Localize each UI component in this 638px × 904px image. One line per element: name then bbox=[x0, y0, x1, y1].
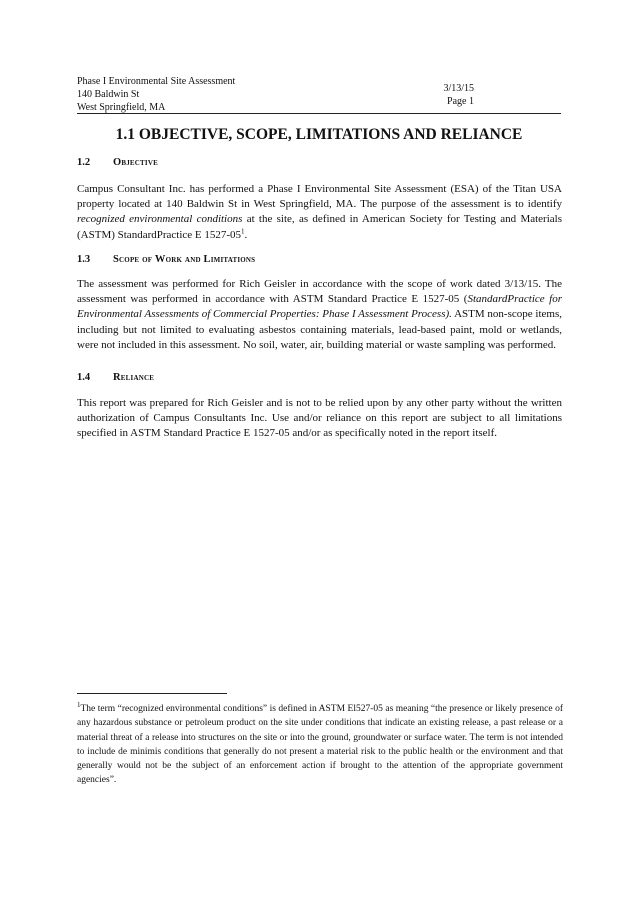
section-number: 1.4 bbox=[77, 372, 91, 383]
header-meta-block bbox=[412, 82, 474, 108]
header-address-block bbox=[77, 75, 235, 114]
section-heading-scope bbox=[77, 254, 255, 265]
emphasis-text: StandardPractice for Environmental Assessments of Commercial Properties: Phase I Assessment Process). bbox=[77, 293, 562, 321]
header-divider bbox=[77, 113, 561, 114]
section-heading-reliance bbox=[77, 372, 154, 383]
reliance-paragraph bbox=[77, 396, 562, 442]
footnote-text: The term “recognized environmental conditions” is defined in ASTM El527-05 as meaning “the presence or likely presence of any hazardous substance or petroleum product on the site under conditions that indicate an existing release, a past release or a material threat of a release into structures on the site or into the ground, groundwater or surface water. The term is not intended to include de minimis conditions that generally do not present a material risk to the public health or the environment and that generally would not be the subject of an enforcement action if brought to the attention of the appropriate government agencies”. bbox=[77, 704, 563, 786]
footnote-divider bbox=[77, 693, 227, 694]
section-name: Reliance bbox=[113, 372, 155, 383]
paragraph-text: The assessment was performed for Rich Geisler in accordance with the scope of work dated 3/13/15. The assessment was performed in accordance with ASTM Standard Practice E 1527-05 ( bbox=[77, 278, 562, 306]
paragraph-text: at the site, as defined in American Society for Testing and Materials (ASTM) StandardPractice E 1527-05 bbox=[77, 213, 562, 241]
paragraph-text: Campus Consultant Inc. has performed a Phase I Environmental Site Assessment (ESA) of the Titan USA property located at 140 Baldwin St in West Springfield, MA. The purpose of the assessment is to identify bbox=[77, 183, 562, 211]
emphasis-text: recognized environmental conditions bbox=[77, 213, 243, 226]
section-name: Objective bbox=[113, 157, 158, 168]
section-heading-objective bbox=[77, 157, 158, 168]
paragraph-text: . bbox=[244, 228, 248, 241]
header-street: 140 Baldwin St bbox=[77, 89, 140, 100]
header-report-title: Phase I Environmental Site Assessment bbox=[77, 76, 236, 87]
footnote-marker: 1 bbox=[77, 700, 81, 709]
paragraph-text: This report was prepared for Rich Geisler and is not to be relied upon by any other party without the written authorization of Campus Consultants Inc. Use and/or reliance on this report are subject to all limitations specified in ASTM Standard Practice E 1527-05 and/or as specifically noted in the report itself. bbox=[77, 397, 562, 440]
header-page-number: Page 1 bbox=[447, 96, 474, 107]
footnote-reference[interactable]: 1 bbox=[241, 226, 245, 235]
header-city: West Springfield, MA bbox=[77, 102, 166, 113]
header-date: 3/13/15 bbox=[443, 83, 474, 94]
scope-paragraph bbox=[77, 277, 562, 353]
paragraph-text: ASTM non-scope items, including but not limited to evaluating asbestos containing materials, lead-based paint, mold or wetlands, were not included in this assessment. No soil, water, air, building material or waste sampling was performed. bbox=[77, 308, 562, 351]
footnote bbox=[77, 702, 563, 788]
objective-paragraph bbox=[77, 182, 562, 243]
section-number: 1.2 bbox=[77, 157, 91, 168]
section-number: 1.3 bbox=[77, 254, 91, 265]
section-name: Scope of Work and Limitations bbox=[113, 254, 256, 265]
section-title: 1.1 OBJECTIVE, SCOPE, LIMITATIONS AND RELIANCE bbox=[115, 126, 523, 143]
